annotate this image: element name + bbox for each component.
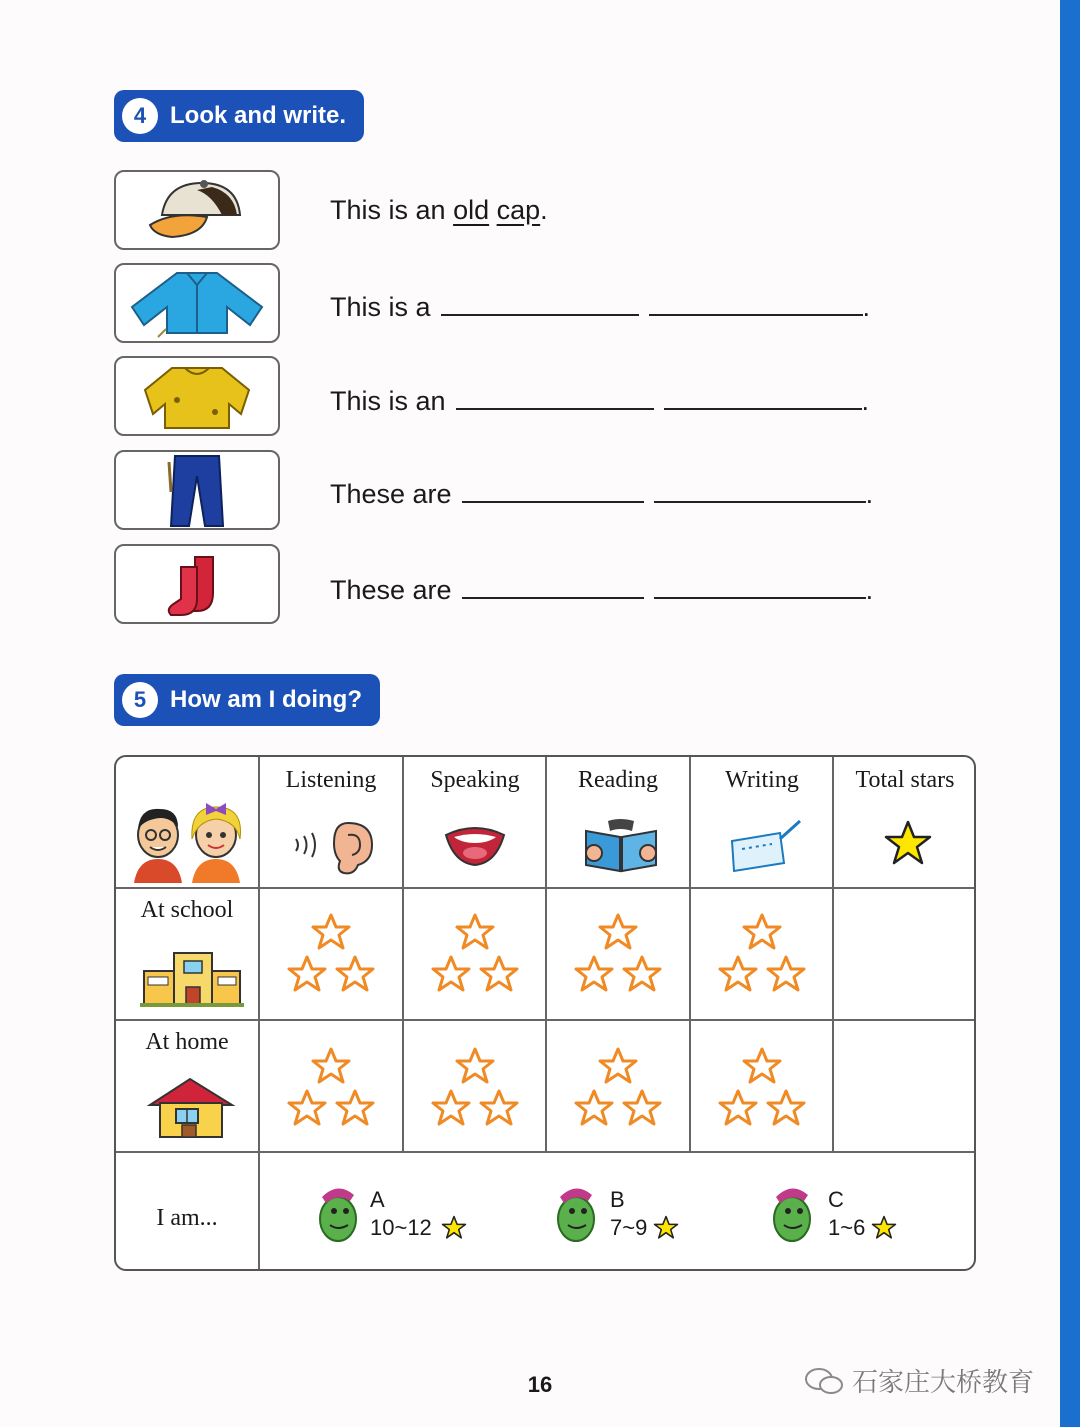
grid-line (545, 757, 547, 1151)
grid-line (832, 757, 834, 1151)
star-rating-group (712, 1045, 812, 1135)
total-star-icon (882, 819, 934, 869)
dinosaur-icon (764, 1179, 820, 1243)
sweater-picture (114, 356, 280, 436)
column-header-speaking: Speaking (430, 767, 520, 793)
star-icon (433, 1091, 469, 1124)
sentence-1 (330, 195, 548, 226)
trousers-icon (157, 452, 237, 528)
sentence-period: . (862, 292, 871, 322)
section-number: 5 (122, 682, 158, 718)
star-icon (870, 1215, 898, 1241)
star-icon (768, 957, 804, 990)
sweater-icon (137, 360, 257, 432)
page-number: 16 (527, 1372, 553, 1397)
sentence-period: . (861, 386, 870, 416)
grid-line (116, 1019, 976, 1021)
star-icon (600, 915, 636, 948)
sentence-5 (330, 575, 873, 606)
kids-icon (124, 793, 250, 883)
book-icon (580, 817, 662, 875)
star-icon (313, 915, 349, 948)
trousers-picture (114, 450, 280, 530)
star-icon (720, 1091, 756, 1124)
star-rating-group (712, 911, 812, 1001)
wechat-icon (804, 1366, 844, 1396)
row-header-at-home: At home (145, 1029, 229, 1055)
star-icon (624, 1091, 660, 1124)
star-rating-group (425, 1045, 525, 1135)
level-b-grade: B (610, 1187, 625, 1212)
grid-line (402, 757, 404, 1151)
answer-blank[interactable] (441, 313, 639, 316)
star-rating-group (568, 911, 668, 1001)
socks-picture (114, 544, 280, 624)
sentence-4 (330, 479, 873, 510)
level-a-grade: A (370, 1187, 385, 1212)
sentence-lead: These are (330, 575, 452, 605)
grid-line (258, 757, 260, 1271)
star-icon (313, 1049, 349, 1082)
writing-pad-icon (724, 819, 804, 875)
star-icon (481, 957, 517, 990)
sentence-lead: This is an (330, 195, 446, 225)
answer-blank[interactable] (456, 407, 654, 410)
shirt-icon (122, 267, 272, 339)
section-4-badge (114, 90, 364, 142)
answer-blank[interactable] (654, 500, 866, 503)
house-icon (146, 1075, 236, 1141)
star-icon (337, 1091, 373, 1124)
star-icon (289, 1091, 325, 1124)
star-rating-group (425, 911, 525, 1001)
star-icon (433, 957, 469, 990)
star-icon (481, 1091, 517, 1124)
star-icon (744, 1049, 780, 1082)
level-c-grade: C (828, 1187, 844, 1212)
star-icon (440, 1215, 468, 1241)
star-icon (576, 957, 612, 990)
sentence-3 (330, 386, 869, 417)
section-5-badge (114, 674, 380, 726)
row-header-i-am: I am... (156, 1205, 218, 1231)
sentence-period: . (865, 479, 874, 509)
grid-line (116, 887, 976, 889)
star-icon (652, 1215, 680, 1241)
star-icon (289, 957, 325, 990)
star-rating-group (281, 911, 381, 1001)
column-header-writing: Writing (725, 767, 799, 793)
dinosaur-icon (310, 1179, 366, 1243)
answer-blank[interactable] (462, 500, 644, 503)
level-c-range: 1~6 (828, 1215, 866, 1240)
school-icon (140, 949, 244, 1009)
sentence-period: . (865, 575, 874, 605)
answer-word: old (453, 195, 490, 225)
answer-blank[interactable] (462, 596, 644, 599)
star-icon (624, 957, 660, 990)
star-icon (744, 915, 780, 948)
star-icon (576, 1091, 612, 1124)
mouth-icon (442, 819, 508, 869)
sentence-period: . (540, 195, 548, 225)
column-header-listening: Listening (285, 767, 377, 793)
dinosaur-icon (548, 1179, 604, 1243)
star-icon (600, 1049, 636, 1082)
sentence-lead: This is an (330, 386, 446, 416)
self-assessment-table (114, 755, 976, 1271)
side-color-bar (1060, 0, 1080, 1427)
section-title: How am I doing? (170, 686, 362, 713)
socks-icon (157, 549, 237, 619)
level-b-range: 7~9 (610, 1215, 648, 1240)
answer-blank[interactable] (649, 313, 863, 316)
shirt-picture (114, 263, 280, 343)
grid-line (689, 757, 691, 1151)
star-rating-group (568, 1045, 668, 1135)
ear-icon (288, 817, 378, 877)
answer-blank[interactable] (654, 596, 866, 599)
row-header-at-school: At school (140, 897, 234, 923)
star-icon (457, 915, 493, 948)
watermark (804, 1362, 1034, 1399)
sentence-lead: These are (330, 479, 452, 509)
level-a-range: 10~12 (370, 1215, 432, 1240)
answer-blank[interactable] (664, 407, 862, 410)
grid-line (116, 1151, 976, 1153)
star-icon (457, 1049, 493, 1082)
column-header-total-stars: Total stars (855, 767, 955, 793)
section-number: 4 (122, 98, 158, 134)
section-title: Look and write. (170, 102, 347, 129)
star-icon (337, 957, 373, 990)
star-icon (768, 1091, 804, 1124)
sentence-lead: This is a (330, 292, 431, 322)
watermark-text: 石家庄大桥教育 (852, 1367, 1035, 1397)
cap-picture (114, 170, 280, 250)
star-rating-group (281, 1045, 381, 1135)
column-header-reading: Reading (578, 767, 658, 793)
star-icon (720, 957, 756, 990)
cap-icon (142, 175, 252, 245)
sentence-2 (330, 292, 870, 323)
answer-word: cap (496, 195, 541, 225)
